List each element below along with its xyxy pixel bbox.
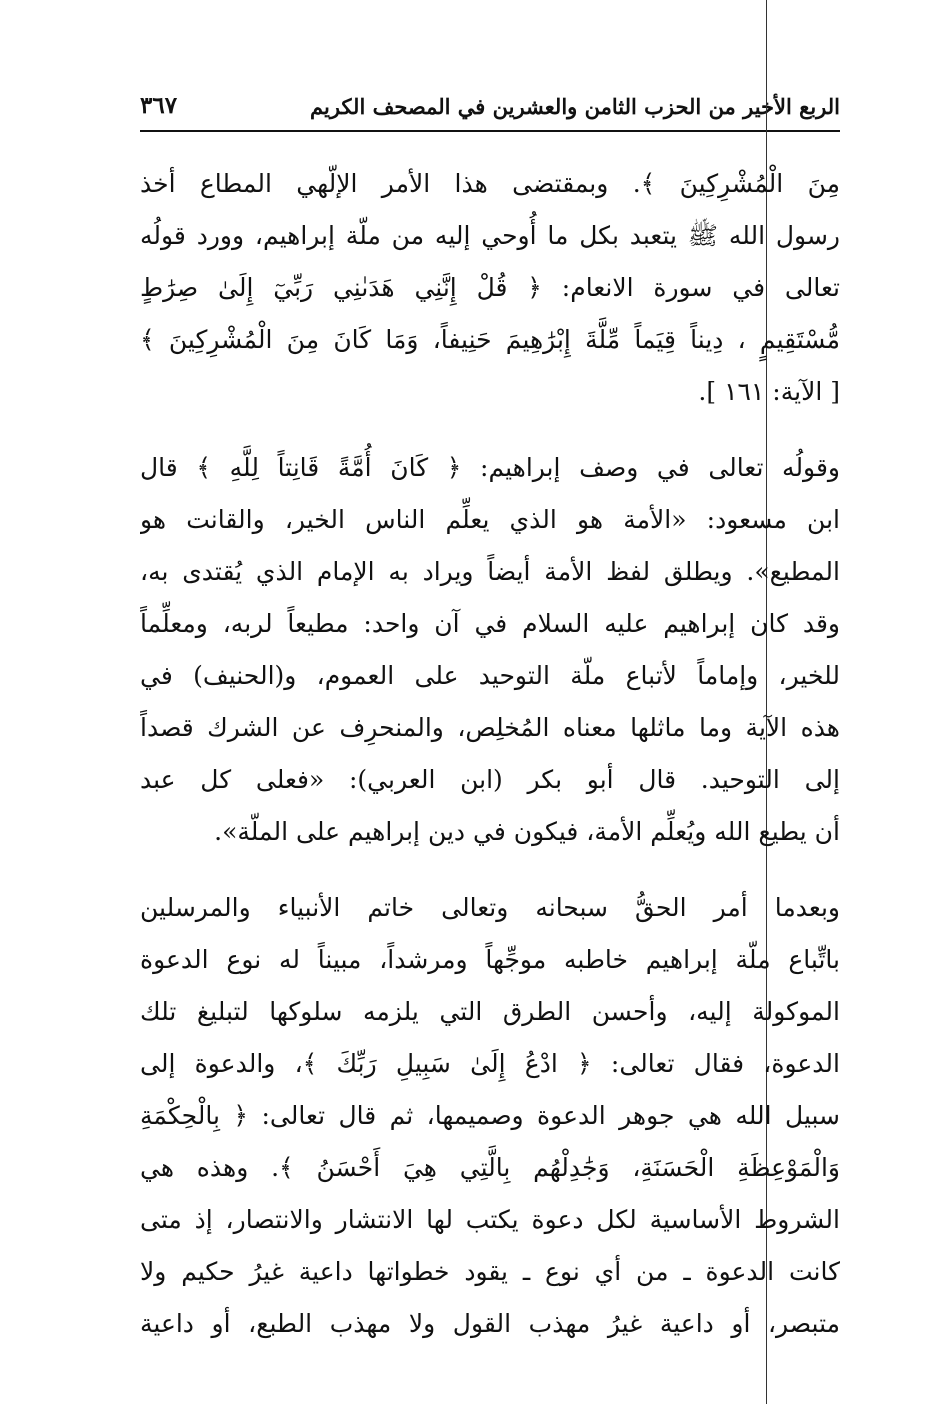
text-line: إلى التوحيد. قال أبو بكر (ابن العربي): «فعلى كل عبد — [140, 765, 840, 794]
text-line: هذه الآية وما ماثلها معناه المُخلِص، والمنحرِف عن الشرك قصداً — [140, 713, 840, 742]
header-title: الربع الأخير من الحزب الثامن والعشرين في المصحف الكريم — [310, 94, 840, 119]
paragraph-gap — [140, 858, 840, 882]
paragraph-2 — [140, 442, 840, 858]
page-number: ٣٦٧ — [140, 92, 178, 119]
text-line: كانت الدعوة ـ من أي نوع ـ يقود خطواتها داعية غيرُ حكيم ولا — [140, 1257, 840, 1286]
text-line: للخير، وإماماً لأتباع ملّة التوحيد على العموم، و(الحنيف) في — [140, 661, 840, 690]
text-line: وبعدما أمر الحقُّ سبحانه وتعالى خاتم الأنبياء والمرسلين — [140, 893, 840, 922]
paragraph-1 — [140, 158, 840, 418]
text-line: سبيل الله هي جوهر الدعوة وصميمها، ثم قال تعالى: ﴿ بِالْحِكْمَةِ — [140, 1101, 840, 1130]
text-line: المطيع». ويطلق لفظ الأمة أيضاً ويراد به الإمام الذي يُقتدى به، — [140, 557, 840, 586]
text-line: وَالْمَوْعِظَةِ الْحَسَنَةِ، وَجَٰدِلْهُم بِالَّتِي هِيَ أَحْسَنُ ﴾. وهذه هي — [140, 1153, 840, 1182]
text-line: رسول الله ﷺ يتعبد بكل ما أُوحي إليه من ملّة إبراهيم، وورد قولُه — [140, 221, 840, 250]
paragraph-3 — [140, 882, 840, 1350]
paragraph-gap — [140, 418, 840, 442]
running-header — [140, 88, 840, 128]
text-line: مُّسْتَقِيمٍ ، دِيناً قِيَماً مِّلَّةَ إِبْرَٰهِيمَ حَنِيفاً، وَمَا كَانَ مِنَ الْمُشْرِكِينَ ﴾ — [140, 325, 840, 354]
body-text — [140, 158, 840, 1350]
text-line: متبصر، أو داعية غيرُ مهذب القول ولا مهذب الطبع، أو داعية — [140, 1309, 840, 1338]
header-rule — [140, 130, 840, 132]
text-line: تعالى في سورة الانعام: ﴿ قُلْ إِنَّنِي هَدَىٰنِي رَبِّيٓ إِلَىٰ صِرَٰطٍ — [140, 273, 840, 302]
text-line: الشروط الأساسية لكل دعوة يكتب لها الانتشار والانتصار، إذ متى — [140, 1205, 840, 1234]
text-line: ابن مسعود: «الأمة هو الذي يعلِّم الناس الخير، والقانت هو — [140, 505, 840, 534]
text-line: مِنَ الْمُشْرِكِينَ ﴾. وبمقتضى هذا الأمر الإلّهي المطاع أخذ — [140, 169, 840, 198]
text-line: الموكولة إليه، وأحسن الطرق التي يلزمه سلوكها لتبليغ تلك — [140, 997, 840, 1026]
text-line: [ الآية: ١٦١ ]. — [698, 377, 840, 406]
text-line: وقد كان إبراهيم عليه السلام في آن واحد: مطيعاً لربه، ومعلِّماً — [140, 609, 840, 638]
text-line: باتِّباع ملّة إبراهيم خاطبه موجِّهاً ومرشداً، مبيناً له نوع الدعوة — [140, 945, 840, 974]
text-line: وقولُه تعالى في وصف إبراهيم: ﴿ كَانَ أُمَّةً قَانِتاً لِلَّهِ ﴾ قال — [140, 453, 840, 482]
text-line: الدعوة، فقال تعالى: ﴿ ادْعُ إِلَىٰ سَبِيلِ رَبِّكَ ﴾، والدعوة إلى — [140, 1049, 840, 1078]
text-line: أن يطيع الله ويُعلِّم الأمة، فيكون في دين إبراهيم على الملّة». — [214, 817, 840, 846]
